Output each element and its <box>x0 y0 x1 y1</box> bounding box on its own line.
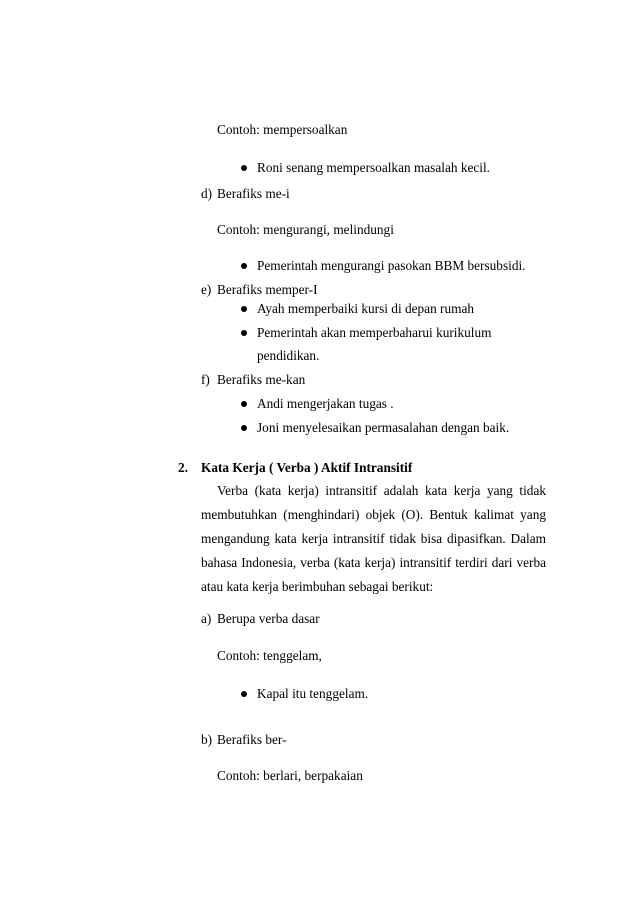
paragraph-line: bahasa Indonesia, verba (kata kerja) intransitif terdiri dari verba <box>201 555 546 570</box>
list-marker: f) <box>201 372 210 387</box>
example-line: Contoh: berlari, berpakaian <box>217 768 363 783</box>
bullet-text: Roni senang mempersoalkan masalah kecil. <box>257 160 490 175</box>
list-heading: Berafiks memper-I <box>217 282 318 297</box>
bullet-text: Pemerintah akan memperbaharui kurikulum <box>257 325 492 340</box>
list-marker: b) <box>201 732 213 747</box>
section-heading: Kata Kerja ( Verba ) Aktif Intransitif <box>201 460 413 475</box>
bullet-text: Kapal itu tenggelam. <box>257 686 369 701</box>
example-line: Contoh: tenggelam, <box>217 648 322 663</box>
bullet-text: Ayah memperbaiki kursi di depan rumah <box>257 301 475 316</box>
bullet-icon <box>241 330 247 336</box>
section-number: 2. <box>178 460 188 475</box>
list-marker: e) <box>201 282 212 297</box>
example-line: Contoh: mengurangi, melindungi <box>217 222 394 237</box>
bullet-text: Joni menyelesaikan permasalahan dengan baik. <box>257 420 510 435</box>
paragraph-line: mengandung kata kerja intransitif tidak bisa dipasifkan. Dalam <box>201 531 546 546</box>
bullet-text: Pemerintah mengurangi pasokan BBM bersubsidi. <box>257 258 526 273</box>
paragraph-line: membutuhkan (menghindari) objek (O). Bentuk kalimat yang <box>201 507 546 522</box>
bullet-icon <box>241 306 247 312</box>
list-heading: Berupa verba dasar <box>217 611 320 626</box>
list-marker: d) <box>201 186 213 201</box>
list-heading: Berafiks me-kan <box>217 372 306 387</box>
bullet-text-continued: pendidikan. <box>257 348 320 363</box>
list-heading: Berafiks me-i <box>217 186 290 201</box>
bullet-icon <box>241 165 247 171</box>
bullet-icon <box>241 263 247 269</box>
bullet-icon <box>241 691 247 697</box>
paragraph-line: Verba (kata kerja) intransitif adalah kata kerja yang tidak <box>217 483 546 498</box>
bullet-icon <box>241 401 247 407</box>
list-heading: Berafiks ber- <box>217 732 287 747</box>
bullet-text: Andi mengerjakan tugas . <box>257 396 394 411</box>
paragraph-line: atau kata kerja berimbuhan sebagai berikut: <box>201 579 434 594</box>
list-marker: a) <box>201 611 212 626</box>
bullet-icon <box>241 425 247 431</box>
example-line: Contoh: mempersoalkan <box>217 122 348 137</box>
